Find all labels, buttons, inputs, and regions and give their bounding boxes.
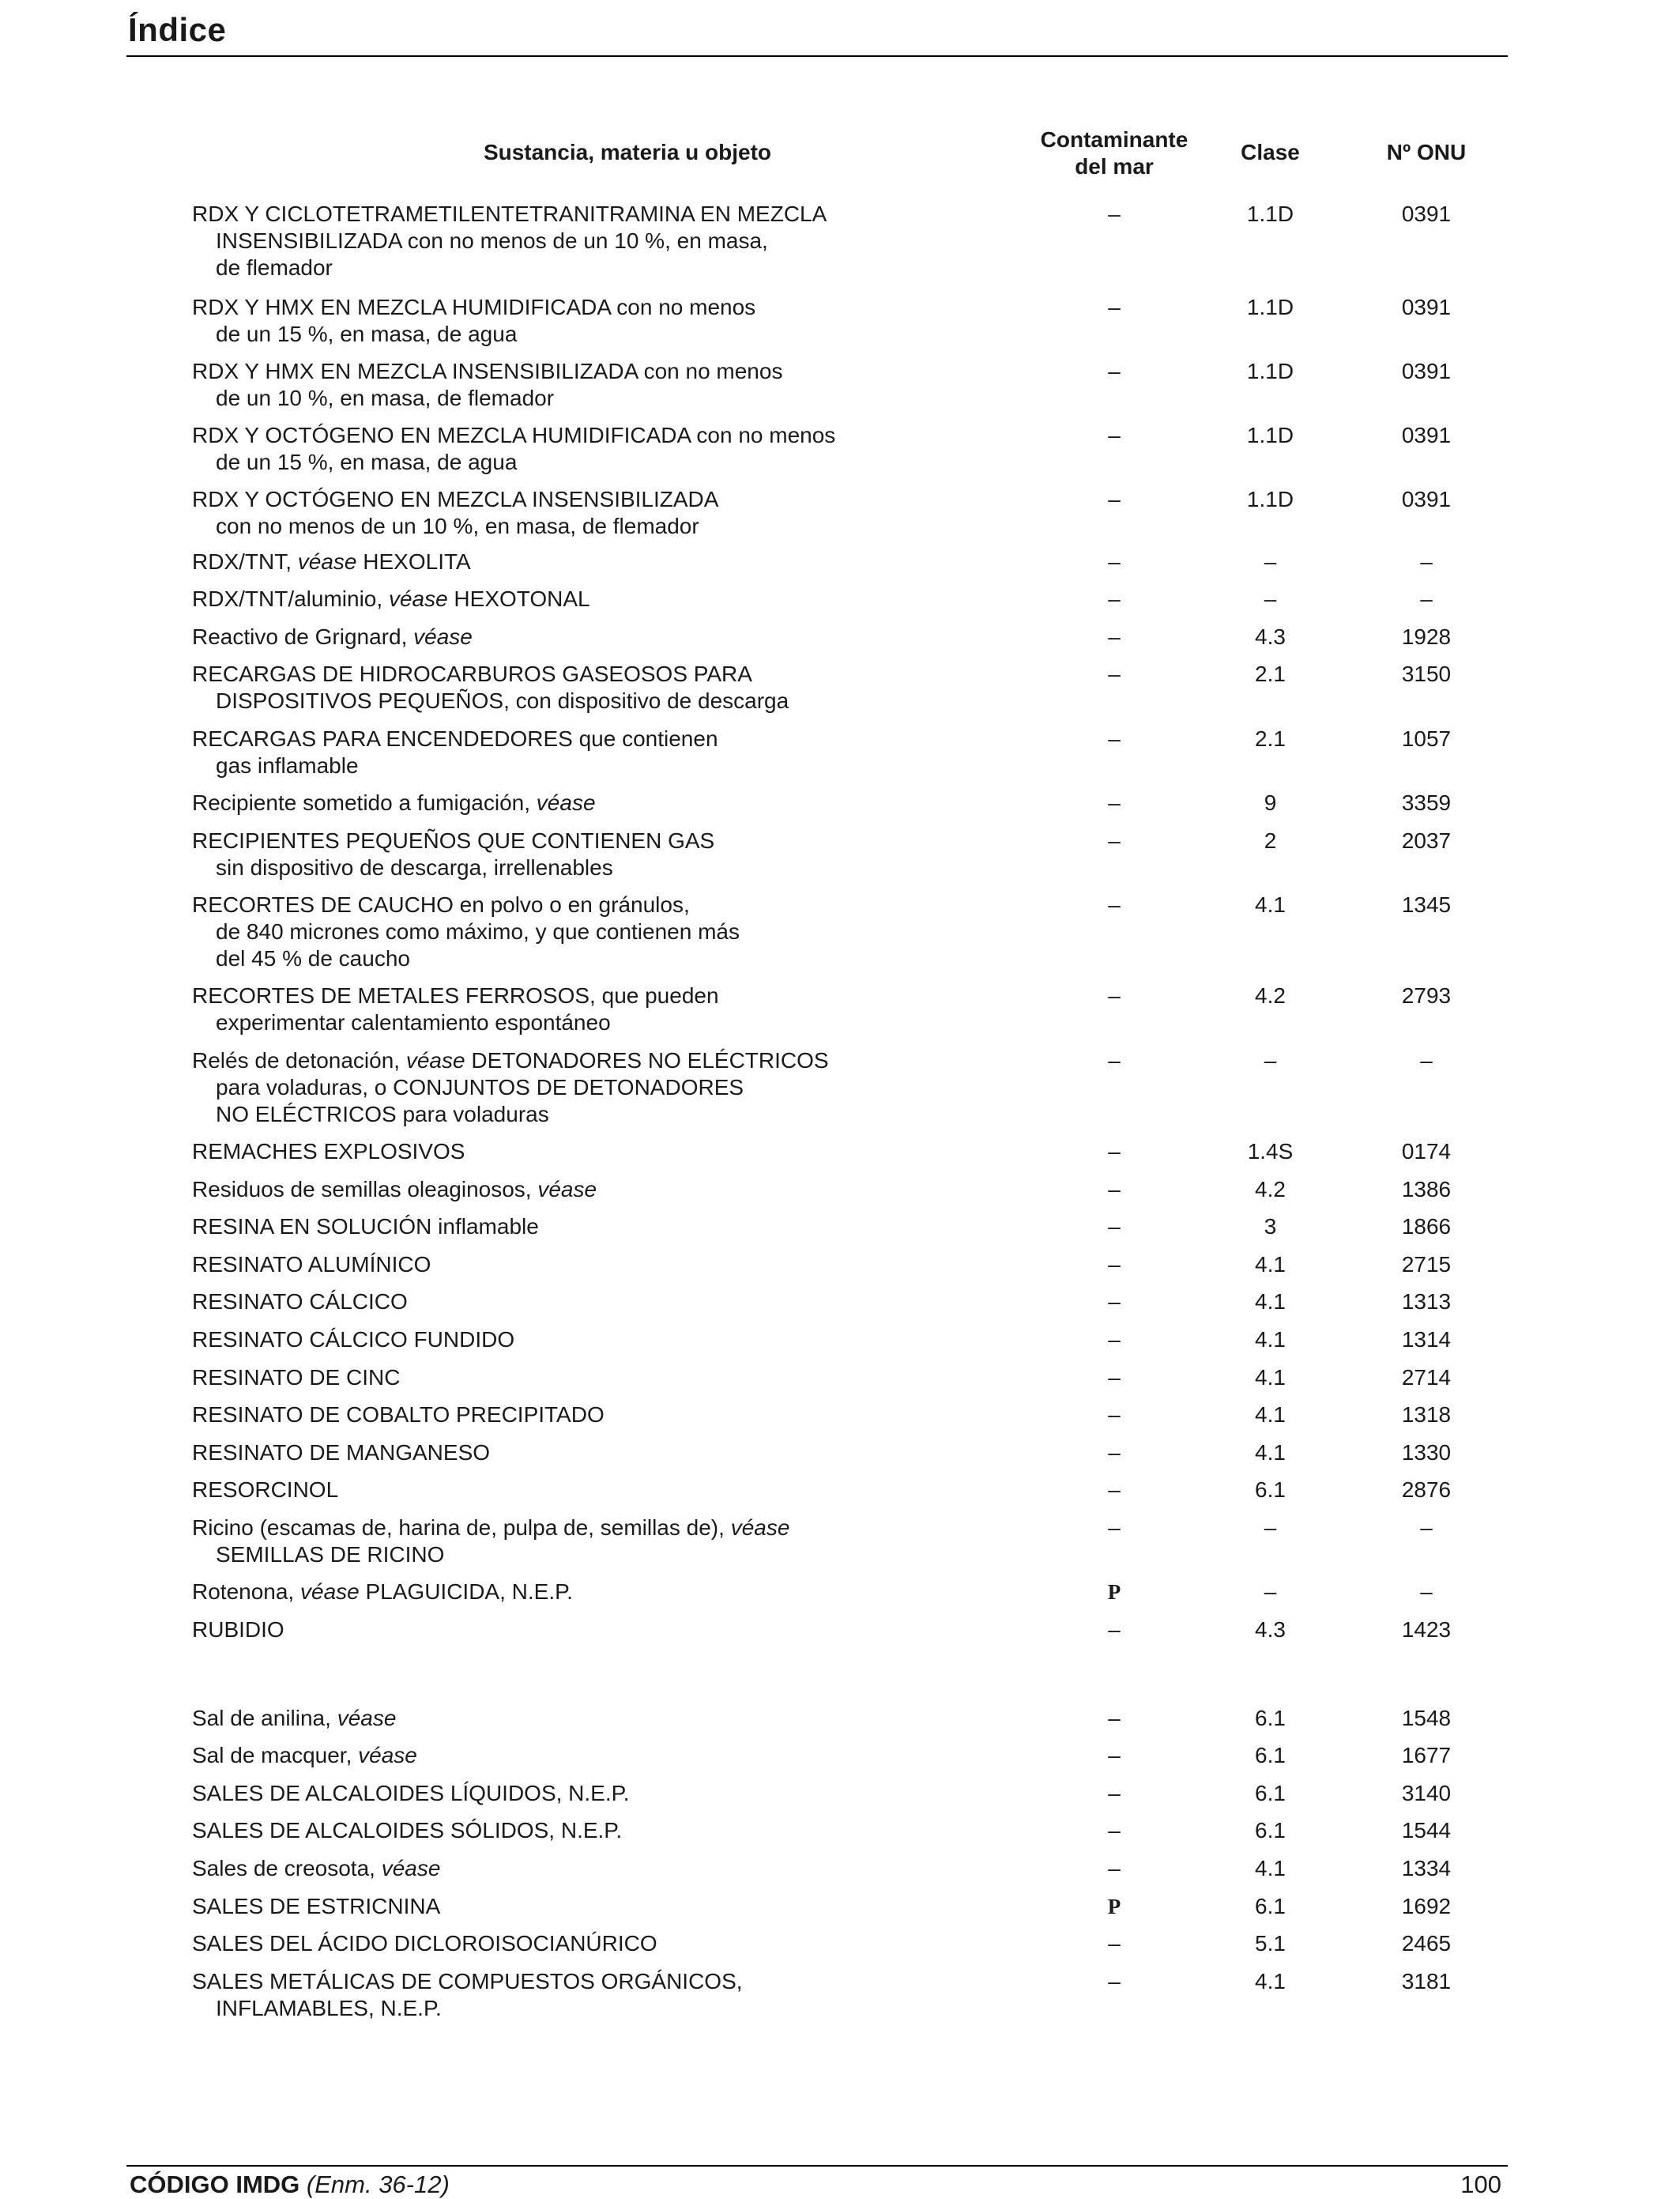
name-text: del 45 % de caucho bbox=[216, 946, 410, 971]
class-cell: – bbox=[1264, 587, 1277, 611]
substance-name-line bbox=[192, 661, 982, 688]
class-cell: 6.1 bbox=[1255, 1781, 1286, 1805]
marine-pollutant-cell: – bbox=[1108, 983, 1121, 1008]
substance-name bbox=[192, 486, 982, 540]
marine-pollutant-cell: – bbox=[1108, 1177, 1121, 1201]
marine-pollutant-cell: – bbox=[1108, 295, 1121, 319]
name-text: RDX Y HMX EN MEZCLA HUMIDIFICADA con no menos bbox=[192, 295, 756, 319]
class-cell: 4.1 bbox=[1255, 1402, 1286, 1427]
class-cell: 4.1 bbox=[1255, 892, 1286, 917]
un-number-cell: 1313 bbox=[1401, 1289, 1452, 1314]
substance-name-line bbox=[192, 358, 982, 385]
marine-pollutant-cell: P bbox=[1107, 1580, 1121, 1604]
class-cell: – bbox=[1264, 1048, 1277, 1073]
name-text: INFLAMABLES, N.E.P. bbox=[216, 1996, 442, 2020]
un-number-cell: 1692 bbox=[1401, 1894, 1452, 1918]
name-text: RDX Y HMX EN MEZCLA INSENSIBILIZADA con no menos bbox=[192, 359, 783, 383]
substance-name bbox=[192, 1514, 982, 1568]
name-text: con no menos de un 10 %, en masa, de flemador bbox=[216, 514, 699, 538]
substance-name bbox=[192, 201, 982, 281]
un-number-cell: 0391 bbox=[1401, 295, 1452, 319]
name-text: SALES DEL ÁCIDO DICLOROISOCIANÚRICO bbox=[192, 1931, 657, 1956]
class-cell: 1.4S bbox=[1247, 1139, 1294, 1164]
class-cell: 1.1D bbox=[1246, 359, 1294, 383]
name-text: RDX Y OCTÓGENO EN MEZCLA INSENSIBILIZADA bbox=[192, 487, 719, 511]
substance-name-line bbox=[192, 1288, 982, 1315]
name-text: de un 10 %, en masa, de flemador bbox=[216, 386, 555, 410]
marine-pollutant-cell: – bbox=[1108, 1515, 1121, 1540]
un-number-cell: – bbox=[1420, 1048, 1433, 1073]
marine-pollutant-cell: – bbox=[1108, 1214, 1121, 1239]
name-text: RDX Y OCTÓGENO EN MEZCLA HUMIDIFICADA con no menos bbox=[192, 423, 836, 447]
name-text: NO ELÉCTRICOS para voladuras bbox=[216, 1102, 549, 1126]
class-cell: – bbox=[1264, 549, 1277, 574]
un-number-cell: 1544 bbox=[1401, 1818, 1452, 1843]
name-text: RDX Y CICLOTETRAMETILENTETRANITRAMINA EN MEZCLA bbox=[192, 202, 827, 226]
substance-name-line bbox=[192, 1074, 982, 1101]
name-text: RESINATO CÁLCICO bbox=[192, 1289, 408, 1314]
substance-name-line bbox=[192, 790, 982, 817]
name-text: Residuos de semillas oleaginosos, bbox=[192, 1177, 538, 1201]
vease-reference: véase bbox=[730, 1515, 790, 1540]
marine-pollutant-cell: – bbox=[1108, 1289, 1121, 1314]
name-text: Recipiente sometido a fumigación, bbox=[192, 790, 537, 815]
name-text: RECARGAS DE HIDROCARBUROS GASEOSOS PARA bbox=[192, 662, 752, 686]
un-number-cell: 1386 bbox=[1401, 1177, 1452, 1201]
substance-name-line bbox=[192, 1616, 982, 1643]
substance-name bbox=[192, 1817, 982, 1844]
class-cell: – bbox=[1264, 1579, 1277, 1604]
substance-name-line bbox=[192, 1439, 982, 1466]
substance-name bbox=[192, 1477, 982, 1503]
name-text: RECARGAS PARA ENCENDEDORES que contienen bbox=[192, 726, 718, 751]
marine-pollutant-cell: – bbox=[1108, 423, 1121, 447]
name-text: gas inflamable bbox=[216, 753, 359, 778]
substance-name-line bbox=[192, 1930, 982, 1957]
name-text: Reactivo de Grignard, bbox=[192, 624, 414, 649]
name-text: sin dispositivo de descarga, irrellenables bbox=[216, 855, 613, 880]
class-cell: 4.1 bbox=[1255, 1327, 1286, 1352]
class-cell: 1.1D bbox=[1246, 487, 1294, 511]
un-number-cell: 0391 bbox=[1401, 487, 1452, 511]
substance-name-line bbox=[192, 294, 982, 321]
substance-name-line bbox=[192, 726, 982, 752]
substance-name bbox=[192, 1579, 982, 1605]
substance-name bbox=[192, 1439, 982, 1466]
substance-name bbox=[192, 1893, 982, 1920]
marine-pollutant-cell: – bbox=[1108, 1365, 1121, 1390]
column-header-marine-pollutant-line2: del mar bbox=[1075, 154, 1154, 179]
un-number-cell: 1057 bbox=[1401, 726, 1452, 751]
substance-name-line bbox=[192, 1138, 982, 1165]
substance-name bbox=[192, 586, 982, 613]
substance-name-line bbox=[192, 201, 982, 228]
marine-pollutant-cell: – bbox=[1108, 726, 1121, 751]
name-text: INSENSIBILIZADA con no menos de un 10 %, en masa, bbox=[216, 228, 768, 253]
un-number-cell: 2714 bbox=[1401, 1365, 1452, 1390]
un-number-cell: – bbox=[1420, 1579, 1433, 1604]
substance-name bbox=[192, 549, 982, 575]
class-cell: 4.1 bbox=[1255, 1856, 1286, 1880]
substance-name-line bbox=[192, 422, 982, 449]
un-number-cell: 3150 bbox=[1401, 662, 1452, 686]
substance-name bbox=[192, 892, 982, 972]
substance-name-line bbox=[192, 688, 982, 715]
un-number-cell: 0174 bbox=[1401, 1139, 1452, 1164]
substance-name-line bbox=[192, 1742, 982, 1769]
name-text: Relés de detonación, bbox=[192, 1048, 406, 1073]
name-text: HEXOTONAL bbox=[447, 587, 590, 611]
substance-name-line bbox=[192, 1780, 982, 1807]
name-text: RESINATO DE COBALTO PRECIPITADO bbox=[192, 1402, 605, 1427]
marine-pollutant-cell: – bbox=[1108, 1048, 1121, 1073]
marine-pollutant-cell: – bbox=[1108, 1931, 1121, 1956]
name-text: RESINATO DE MANGANESO bbox=[192, 1440, 491, 1465]
substance-name-line bbox=[192, 1477, 982, 1503]
column-header-substance: Sustancia, materia u objeto bbox=[483, 140, 772, 164]
un-number-cell: – bbox=[1420, 549, 1433, 574]
marine-pollutant-cell: – bbox=[1108, 1252, 1121, 1277]
vease-reference: véase bbox=[297, 549, 357, 574]
marine-pollutant-cell: – bbox=[1108, 587, 1121, 611]
marine-pollutant-cell: – bbox=[1108, 359, 1121, 383]
substance-name-line bbox=[192, 449, 982, 476]
name-text: HEXOLITA bbox=[356, 549, 471, 574]
marine-pollutant-cell: – bbox=[1108, 487, 1121, 511]
column-header-un-number: Nº ONU bbox=[1386, 140, 1467, 164]
substance-name-line bbox=[192, 854, 982, 881]
un-number-cell: 1548 bbox=[1401, 1706, 1452, 1730]
un-number-cell: 1677 bbox=[1401, 1743, 1452, 1767]
footer-amendment: (Enm. 36-12) bbox=[306, 2171, 450, 2198]
substance-name bbox=[192, 1326, 982, 1353]
substance-name bbox=[192, 1968, 982, 2022]
name-text: RESINATO ALUMÍNICO bbox=[192, 1252, 431, 1277]
un-number-cell: 1345 bbox=[1401, 892, 1452, 917]
class-cell: 4.2 bbox=[1255, 983, 1286, 1008]
substance-name-line bbox=[192, 1176, 982, 1203]
vease-reference: véase bbox=[388, 587, 448, 611]
substance-name-line bbox=[192, 945, 982, 972]
name-text: SALES DE ALCALOIDES SÓLIDOS, N.E.P. bbox=[192, 1818, 623, 1843]
un-number-cell: 1423 bbox=[1401, 1617, 1452, 1642]
un-number-cell: 2037 bbox=[1401, 828, 1452, 853]
substance-name-line bbox=[192, 983, 982, 1009]
name-text: RESINA EN SOLUCIÓN inflamable bbox=[192, 1214, 539, 1239]
class-cell: 2.1 bbox=[1255, 662, 1286, 686]
name-text: RESINATO CÁLCICO FUNDIDO bbox=[192, 1327, 515, 1352]
vease-reference: véase bbox=[381, 1856, 441, 1880]
marine-pollutant-cell: – bbox=[1108, 1818, 1121, 1843]
substance-name bbox=[192, 790, 982, 817]
name-text: RESORCINOL bbox=[192, 1477, 339, 1502]
name-text: Sal de macquer, bbox=[192, 1743, 359, 1767]
substance-name-line bbox=[192, 228, 982, 255]
page-number: 100 bbox=[1460, 2171, 1501, 2198]
substance-name bbox=[192, 1616, 982, 1643]
substance-name bbox=[192, 624, 982, 651]
substance-name-line bbox=[192, 1705, 982, 1732]
substance-name-line bbox=[192, 1855, 982, 1882]
substance-name bbox=[192, 1176, 982, 1203]
substance-name-line bbox=[192, 1579, 982, 1605]
class-cell: 2 bbox=[1264, 828, 1277, 853]
vease-reference: véase bbox=[537, 1177, 597, 1201]
substance-name-line bbox=[192, 828, 982, 854]
name-text: Rotenona, bbox=[192, 1579, 300, 1604]
marine-pollutant-cell: – bbox=[1108, 549, 1121, 574]
substance-name bbox=[192, 983, 982, 1036]
class-cell: 6.1 bbox=[1255, 1894, 1286, 1918]
substance-name-line bbox=[192, 549, 982, 575]
marine-pollutant-cell: – bbox=[1108, 1440, 1121, 1465]
substance-name bbox=[192, 422, 982, 476]
marine-pollutant-cell: – bbox=[1108, 1969, 1121, 1993]
substance-name bbox=[192, 358, 982, 412]
substance-name-line bbox=[192, 1401, 982, 1428]
marine-pollutant-cell: – bbox=[1108, 1402, 1121, 1427]
class-cell: 3 bbox=[1264, 1214, 1277, 1239]
substance-name-line bbox=[192, 624, 982, 651]
substance-name-line bbox=[192, 892, 982, 918]
marine-pollutant-cell: – bbox=[1108, 1743, 1121, 1767]
class-cell: 4.1 bbox=[1255, 1440, 1286, 1465]
substance-name-line bbox=[192, 1995, 982, 2022]
name-text: Sal de anilina, bbox=[192, 1706, 337, 1730]
header-rule bbox=[126, 55, 1508, 57]
vease-reference: véase bbox=[337, 1706, 397, 1730]
marine-pollutant-cell: – bbox=[1108, 1139, 1121, 1164]
name-text: experimentar calentamiento espontáneo bbox=[216, 1010, 611, 1035]
substance-name bbox=[192, 1364, 982, 1391]
substance-name-line bbox=[192, 255, 982, 281]
column-header-class: Clase bbox=[1241, 140, 1300, 164]
class-cell: 4.1 bbox=[1255, 1289, 1286, 1314]
marine-pollutant-cell: – bbox=[1108, 1327, 1121, 1352]
un-number-cell: 0391 bbox=[1401, 423, 1452, 447]
substance-name bbox=[192, 1047, 982, 1128]
class-cell: 4.1 bbox=[1255, 1252, 1286, 1277]
un-number-cell: 0391 bbox=[1401, 202, 1452, 226]
vease-reference: véase bbox=[358, 1743, 417, 1767]
substance-name bbox=[192, 828, 982, 881]
un-number-cell: 3181 bbox=[1401, 1969, 1452, 1993]
un-number-cell: – bbox=[1420, 587, 1433, 611]
substance-name-line bbox=[192, 513, 982, 540]
class-cell: 1.1D bbox=[1246, 295, 1294, 319]
marine-pollutant-cell: – bbox=[1108, 1477, 1121, 1502]
name-text: RECORTES DE METALES FERROSOS, que pueden bbox=[192, 983, 719, 1008]
un-number-cell: 1866 bbox=[1401, 1214, 1452, 1239]
substance-name-line bbox=[192, 918, 982, 945]
substance-name bbox=[192, 726, 982, 779]
name-text: DISPOSITIVOS PEQUEÑOS, con dispositivo de descarga bbox=[216, 688, 789, 713]
un-number-cell: 2465 bbox=[1401, 1931, 1452, 1956]
vease-reference: véase bbox=[300, 1579, 360, 1604]
class-cell: 4.3 bbox=[1255, 1617, 1286, 1642]
substance-name bbox=[192, 1288, 982, 1315]
substance-name bbox=[192, 1705, 982, 1732]
page-title: Índice bbox=[128, 11, 227, 48]
substance-name-line bbox=[192, 752, 982, 779]
name-text: SALES DE ESTRICNINA bbox=[192, 1894, 441, 1918]
class-cell: 1.1D bbox=[1246, 423, 1294, 447]
substance-name-line bbox=[192, 1968, 982, 1995]
marine-pollutant-cell: – bbox=[1108, 662, 1121, 686]
footer-title bbox=[130, 2171, 450, 2199]
substance-name bbox=[192, 1401, 982, 1428]
class-cell: – bbox=[1264, 1515, 1277, 1540]
substance-name bbox=[192, 1742, 982, 1769]
un-number-cell: 1928 bbox=[1401, 624, 1452, 649]
substance-name bbox=[192, 1213, 982, 1240]
un-number-cell: 3359 bbox=[1401, 790, 1452, 815]
name-text: Sales de creosota, bbox=[192, 1856, 382, 1880]
vease-reference: véase bbox=[405, 1048, 465, 1073]
name-text: DETONADORES NO ELÉCTRICOS bbox=[465, 1048, 829, 1073]
class-cell: 4.3 bbox=[1255, 624, 1286, 649]
marine-pollutant-cell: – bbox=[1108, 790, 1121, 815]
substance-name-line bbox=[192, 321, 982, 348]
name-text: RECORTES DE CAUCHO en polvo o en gránulos, bbox=[192, 892, 690, 917]
marine-pollutant-cell: – bbox=[1108, 624, 1121, 649]
substance-name-line bbox=[192, 1047, 982, 1074]
name-text: Ricino (escamas de, harina de, pulpa de, semillas de), bbox=[192, 1515, 731, 1540]
class-cell: 4.2 bbox=[1255, 1177, 1286, 1201]
substance-name-line bbox=[192, 1817, 982, 1844]
substance-name-line bbox=[192, 486, 982, 513]
un-number-cell: 1334 bbox=[1401, 1856, 1452, 1880]
substance-name-line bbox=[192, 1213, 982, 1240]
substance-name bbox=[192, 1780, 982, 1807]
marine-pollutant-cell: – bbox=[1108, 1781, 1121, 1805]
substance-name-line bbox=[192, 1009, 982, 1036]
substance-name-line bbox=[192, 586, 982, 613]
marine-pollutant-cell: – bbox=[1108, 202, 1121, 226]
name-text: REMACHES EXPLOSIVOS bbox=[192, 1139, 465, 1164]
name-text: de 840 micrones como máximo, y que contienen más bbox=[216, 919, 740, 944]
un-number-cell: 3140 bbox=[1401, 1781, 1452, 1805]
substance-name-line bbox=[192, 1541, 982, 1568]
un-number-cell: – bbox=[1420, 1515, 1433, 1540]
substance-name-line bbox=[192, 1364, 982, 1391]
un-number-cell: 2876 bbox=[1401, 1477, 1452, 1502]
footer-rule bbox=[126, 2165, 1508, 2167]
substance-name-line bbox=[192, 1893, 982, 1920]
substance-name-line bbox=[192, 1251, 982, 1278]
class-cell: 1.1D bbox=[1246, 202, 1294, 226]
un-number-cell: 2793 bbox=[1401, 983, 1452, 1008]
marine-pollutant-cell: – bbox=[1108, 1856, 1121, 1880]
name-text: PLAGUICIDA, N.E.P. bbox=[359, 1579, 573, 1604]
un-number-cell: 2715 bbox=[1401, 1252, 1452, 1277]
substance-name bbox=[192, 1138, 982, 1165]
name-text: SALES DE ALCALOIDES LÍQUIDOS, N.E.P. bbox=[192, 1781, 630, 1805]
class-cell: 6.1 bbox=[1255, 1477, 1286, 1502]
class-cell: 6.1 bbox=[1255, 1743, 1286, 1767]
vease-reference: véase bbox=[413, 624, 473, 649]
substance-name-line bbox=[192, 385, 982, 412]
class-cell: 5.1 bbox=[1255, 1931, 1286, 1956]
class-cell: 4.1 bbox=[1255, 1365, 1286, 1390]
substance-name bbox=[192, 1930, 982, 1957]
substance-name bbox=[192, 294, 982, 348]
name-text: de flemador bbox=[216, 255, 333, 280]
substance-name-line bbox=[192, 1326, 982, 1353]
name-text: RDX/TNT, bbox=[192, 549, 298, 574]
footer-code: CÓDIGO IMDG bbox=[130, 2171, 300, 2198]
class-cell: 4.1 bbox=[1255, 1969, 1286, 1993]
substance-name-line bbox=[192, 1101, 982, 1128]
marine-pollutant-cell: – bbox=[1108, 1617, 1121, 1642]
substance-name bbox=[192, 661, 982, 715]
name-text: de un 15 %, en masa, de agua bbox=[216, 322, 518, 346]
vease-reference: véase bbox=[536, 790, 596, 815]
marine-pollutant-cell: – bbox=[1108, 892, 1121, 917]
class-cell: 6.1 bbox=[1255, 1706, 1286, 1730]
marine-pollutant-cell: – bbox=[1108, 1706, 1121, 1730]
class-cell: 2.1 bbox=[1255, 726, 1286, 751]
column-header-marine-pollutant-line1: Contaminante bbox=[1040, 127, 1188, 152]
marine-pollutant-cell: P bbox=[1107, 1895, 1121, 1918]
name-text: RDX/TNT/aluminio, bbox=[192, 587, 389, 611]
name-text: de un 15 %, en masa, de agua bbox=[216, 450, 518, 474]
name-text: RECIPIENTES PEQUEÑOS QUE CONTIENEN GAS bbox=[192, 828, 715, 853]
name-text: RUBIDIO bbox=[192, 1617, 284, 1642]
class-cell: 6.1 bbox=[1255, 1818, 1286, 1843]
name-text: RESINATO DE CINC bbox=[192, 1365, 401, 1390]
name-text: SALES METÁLICAS DE COMPUESTOS ORGÁNICOS, bbox=[192, 1969, 743, 1993]
class-cell: 9 bbox=[1264, 790, 1277, 815]
un-number-cell: 1318 bbox=[1401, 1402, 1452, 1427]
substance-name bbox=[192, 1855, 982, 1882]
un-number-cell: 0391 bbox=[1401, 359, 1452, 383]
name-text: SEMILLAS DE RICINO bbox=[216, 1542, 445, 1567]
un-number-cell: 1314 bbox=[1401, 1327, 1452, 1352]
un-number-cell: 1330 bbox=[1401, 1440, 1452, 1465]
substance-name-line bbox=[192, 1514, 982, 1541]
marine-pollutant-cell: – bbox=[1108, 828, 1121, 853]
substance-name bbox=[192, 1251, 982, 1278]
name-text: para voladuras, o CONJUNTOS DE DETONADORES bbox=[216, 1075, 744, 1100]
